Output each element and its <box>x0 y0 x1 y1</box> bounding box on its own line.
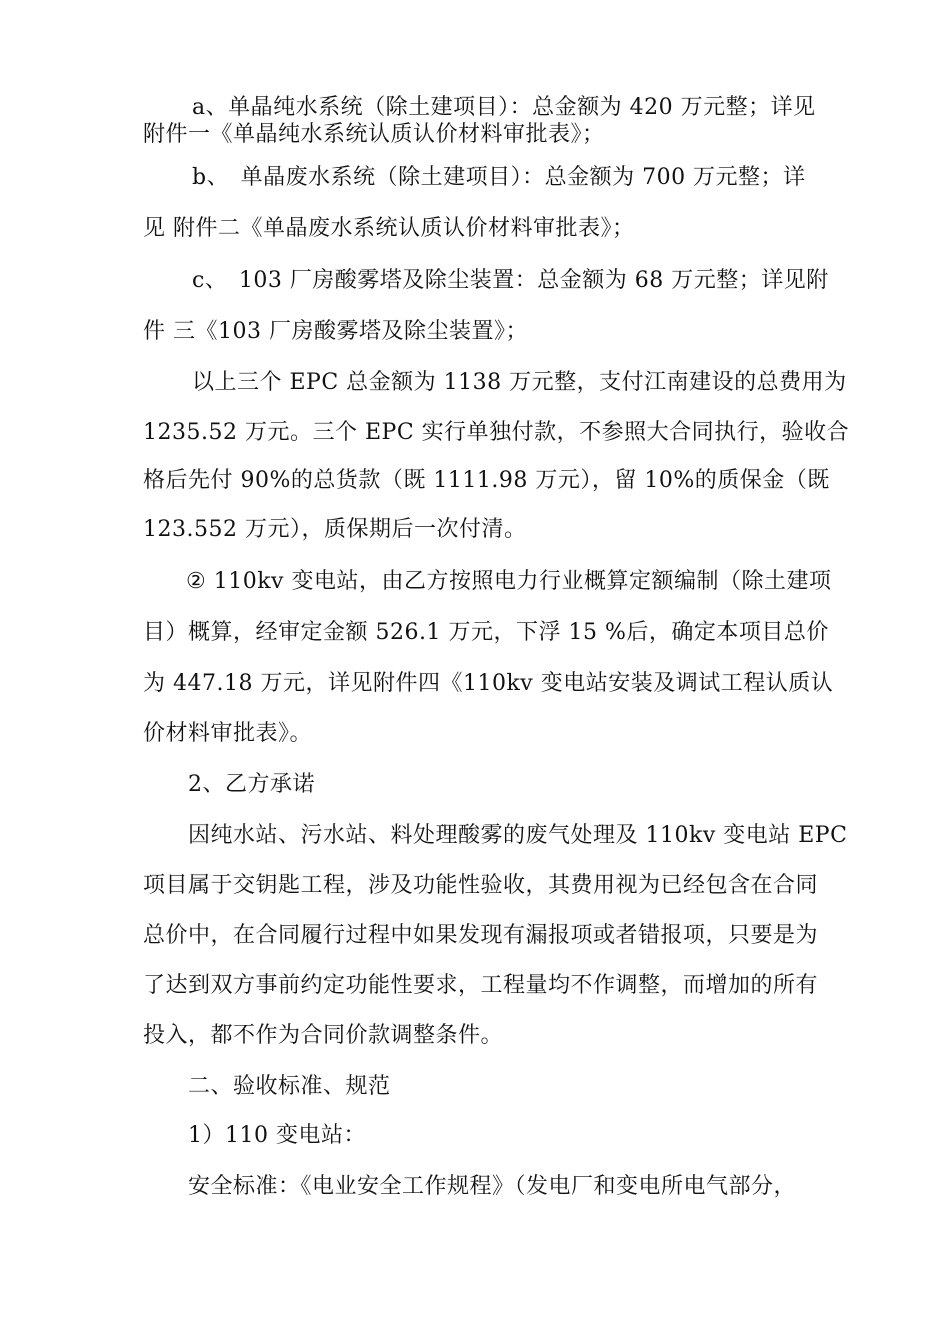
text-line: 见 附件二《单晶废水系统认质认价材料审批表》； <box>143 216 635 241</box>
text-line: 因纯水站、污水站、料处理酸雾的废气处理及 110kv 变电站 EPC <box>188 823 848 848</box>
text-line: 格后先付 90%的总货款（既 1111.98 万元），留 10%的质保金（既 <box>143 468 830 493</box>
section-heading: 二、验收标准、规范 <box>188 1074 391 1099</box>
text-line: ② 110kv 变电站，由乙方按照电力行业概算定额编制（除土建项 <box>186 569 832 594</box>
text-line: 件 三《103 厂房酸雾塔及除尘装置》； <box>143 319 528 344</box>
text-line-item-b: b、 单晶废水系统（除土建项目）：总金额为 700 万元整；详 <box>192 165 806 190</box>
text-line: 1235.52 万元。三个 EPC 实行单独付款，不参照大合同执行，验收合 <box>143 420 850 445</box>
text-line: 了达到双方事前约定功能性要求，工程量均不作调整，而增加的所有 <box>143 973 819 998</box>
section-heading: 2、乙方承诺 <box>188 772 315 797</box>
subsection-heading: 1）110 变电站： <box>188 1123 366 1148</box>
text-line: 项目属于交钥匙工程，涉及功能性验收，其费用视为已经包含在合同 <box>143 873 819 898</box>
text-line-item-c: c、 103 厂房酸雾塔及除尘装置：总金额为 68 万元整；详见附 <box>192 268 829 293</box>
text-line: 总价中，在合同履行过程中如果发现有漏报项或者错报项，只要是为 <box>143 923 819 948</box>
text-line: 目）概算，经审定金额 526.1 万元，下浮 15 %后，确定本项目总价 <box>143 620 829 645</box>
text-line: 附件一《单晶纯水系统认质认价材料审批表》； <box>143 122 605 147</box>
text-line: 安全标准：《电业安全工作规程》（发电厂和变电所电气部分， <box>188 1174 797 1199</box>
text-line-item-a: a、单晶纯水系统（除土建项目）：总金额为 420 万元整；详见 <box>192 95 816 120</box>
text-line: 为 447.18 万元，详见附件四《110kv 变电站安装及调试工程认质认 <box>143 671 834 696</box>
text-line: 投入，都不作为合同价款调整条件。 <box>143 1023 504 1048</box>
text-line: 以上三个 EPC 总金额为 1138 万元整，支付江南建设的总费用为 <box>192 370 847 395</box>
text-line: 价材料审批表》。 <box>143 721 313 746</box>
text-line: 123.552 万元），质保期后一次付清。 <box>143 517 527 542</box>
